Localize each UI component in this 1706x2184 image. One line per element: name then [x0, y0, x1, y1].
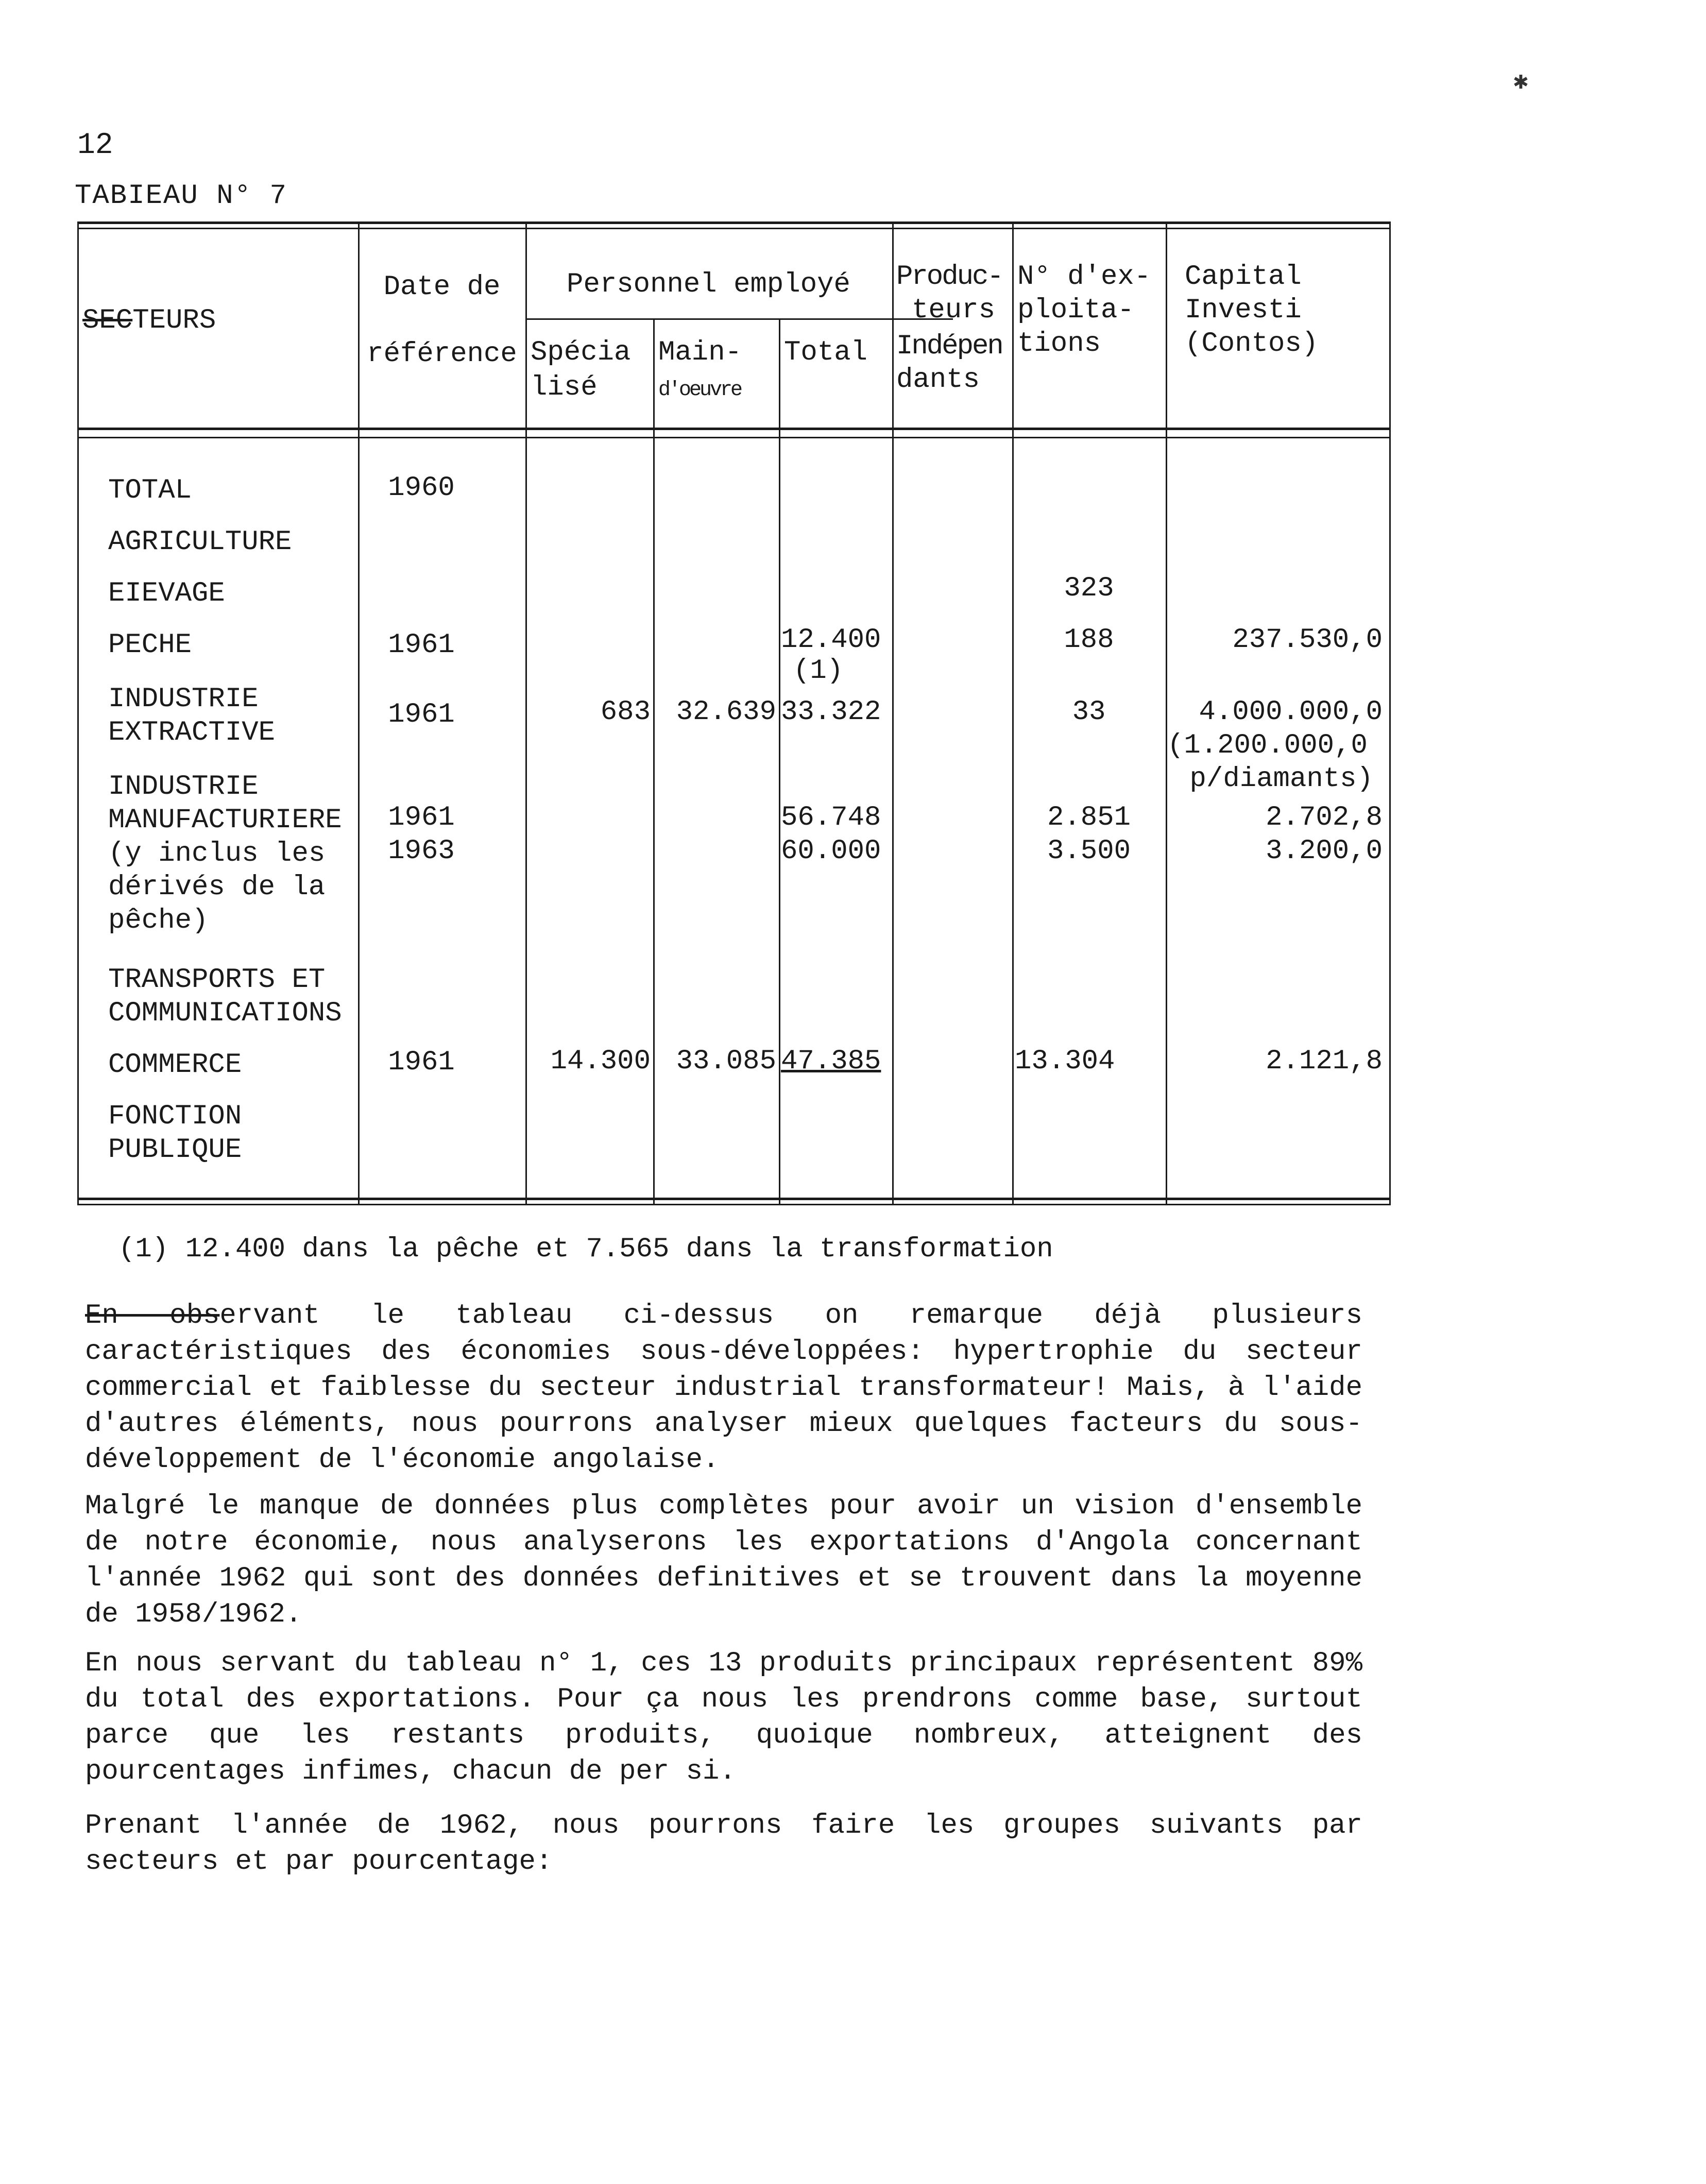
header-bottom-rule-2: [77, 437, 1391, 438]
row-manufacturiere-capital-2: 3.200,0: [1266, 835, 1383, 867]
row-peche-exploitations: 188: [1064, 624, 1114, 656]
paragraph-3: En nous servant du tableau n° 1, ces 13 produits principaux représentent 89% du total des exportations. Pour ça nous les prendrons comme base, surtout parce que les restants produits, quoique nombreux, atteignent des pourcentages infimes, chacun de per si.: [85, 1648, 1362, 1787]
paragraph-4: Prenant l'année de 1962, nous pourrons faire les groupes suivants par secteurs et par pourcentage:: [85, 1810, 1362, 1878]
table-bottom-rule: [77, 1198, 1391, 1200]
header-producteurs-line1: Produc-: [896, 261, 1002, 293]
row-total-label: TOTAL: [108, 475, 192, 506]
table-bottom-rule-2: [77, 1204, 1391, 1205]
header-main-line1: Main-: [658, 337, 742, 368]
header-producteurs-line3: Indépen: [896, 331, 1002, 362]
row-extractive-capital-note-line1: (1.200.000,0: [1167, 730, 1368, 761]
row-commerce-label: COMMERCE: [108, 1049, 242, 1081]
header-exploitations-line1: N° d'ex-: [1017, 261, 1151, 293]
row-extractive-date: 1961: [388, 699, 455, 730]
row-manufacturiere-capital-1: 2.702,8: [1266, 802, 1383, 833]
paragraph-1-struck: En obs: [85, 1300, 220, 1332]
table-title: TABIEAU N° 7: [75, 180, 287, 212]
row-extractive-label-line1: INDUSTRIE: [108, 684, 259, 715]
row-commerce-capital: 2.121,8: [1266, 1046, 1383, 1077]
header-exploitations-line2: ploita-: [1017, 295, 1134, 326]
header-capital-line3: (Contos): [1185, 328, 1319, 360]
row-manufacturiere-date-1: 1961: [388, 802, 455, 833]
row-manufacturiere-exploitations-2: 3.500: [1047, 835, 1131, 867]
header-exploitations-line3: tions: [1017, 328, 1101, 360]
row-commerce-date: 1961: [388, 1047, 455, 1078]
header-bottom-rule: [77, 428, 1391, 430]
row-peche-total-note: (1): [793, 655, 844, 687]
header-capital-line1: Capital: [1185, 261, 1302, 293]
row-manufacturiere-exploitations-1: 2.851: [1047, 802, 1131, 833]
row-agriculture-label: AGRICULTURE: [108, 526, 292, 558]
paragraph-1-text: ervant le tableau ci-dessus on remarque déjà plusieurs caractéristiques des économies sous-développées: hypertrophie du secteur commercial et faiblesse du secteur industrial transformateur! Mais, à l'aide d'autres éléments, nous pourrons analyser mieux quelques facteurs du sous-développement de l'économie angolaise.: [85, 1300, 1362, 1476]
header-secteurs: [82, 304, 216, 338]
row-commerce-total: 47.385: [781, 1046, 881, 1077]
row-extractive-specialise: 683: [600, 696, 651, 728]
row-manufacturiere-total-1: 56.748: [781, 802, 881, 833]
header-main-line2: d'oeuvre: [658, 379, 741, 402]
row-transports-label-line1: TRANSPORTS ET: [108, 964, 326, 996]
row-peche-label: PECHE: [108, 629, 192, 661]
row-extractive-label-line2: EXTRACTIVE: [108, 717, 276, 748]
header-date-line1: Date de: [383, 271, 501, 303]
page-number: 12: [77, 129, 113, 162]
row-transports-label-line2: COMMUNICATIONS: [108, 998, 342, 1029]
row-manufacturiere-label-line1: INDUSTRIE: [108, 771, 259, 803]
right-border: [1389, 221, 1391, 1205]
row-elevage-exploitations: 323: [1064, 573, 1114, 604]
header-specialise-line1: Spécia: [531, 337, 631, 368]
data-table: [77, 221, 1391, 1210]
row-total-date: 1960: [388, 472, 455, 504]
row-peche-total: 12.400: [781, 624, 881, 656]
row-extractive-main-oeuvre: 32.639: [676, 696, 776, 728]
row-commerce-main-oeuvre: 33.085: [676, 1046, 776, 1077]
table-footnote: (1) 12.400 dans la pêche et 7.565 dans la transformation: [118, 1234, 1053, 1265]
paragraph-2: Malgré le manque de données plus complètes pour avoir un vision d'ensemble de notre économie, nous analyserons les exportations d'Angola concernant l'année 1962 qui sont des données definitives et se trouvent dans la moyenne de 1958/1962.: [85, 1491, 1362, 1630]
row-extractive-capital: 4.000.000,0: [1199, 696, 1383, 728]
header-personnel: Personnel employé: [567, 269, 850, 300]
row-manufacturiere-date-2: 1963: [388, 835, 455, 867]
header-total: Total: [784, 337, 868, 368]
row-elevage-label: EIEVAGE: [108, 578, 225, 609]
main-oeuvre-divider: [779, 319, 780, 1205]
personnel-subrule: [525, 318, 953, 320]
table-top-rule-2: [77, 228, 1391, 229]
header-specialise-line2: lisé: [531, 372, 598, 403]
header-producteurs-line2: teurs: [912, 295, 996, 326]
paragraph-1: [85, 1298, 1362, 1478]
row-peche-capital: 237.530,0: [1232, 624, 1383, 656]
header-capital-line2: Investi: [1185, 295, 1302, 326]
row-extractive-total: 33.322: [781, 696, 881, 728]
row-commerce-exploitations: 13.304: [1015, 1046, 1115, 1077]
header-producteurs-line4: dants: [896, 364, 980, 396]
row-manufacturiere-label-line2: MANUFACTURIERE: [108, 805, 342, 836]
row-fonction-label-line1: FONCTION: [108, 1101, 242, 1132]
header-date-line2: référence: [367, 338, 517, 370]
row-commerce-specialise: 14.300: [550, 1046, 651, 1077]
ink-mark: ✱: [1513, 69, 1528, 96]
row-manufacturiere-total-2: 60.000: [781, 835, 881, 867]
left-border: [77, 221, 79, 1205]
row-peche-date: 1961: [388, 629, 455, 661]
row-extractive-exploitations: 33: [1072, 696, 1106, 728]
row-extractive-capital-note-line2: p/diamants): [1189, 763, 1373, 795]
row-manufacturiere-label-line4: dérivés de la: [108, 872, 326, 903]
header-secteurs-rest: TEURS: [132, 305, 216, 336]
header-secteurs-struck: SEC: [82, 305, 133, 336]
row-manufacturiere-label-line3: (y inclus les: [108, 838, 326, 869]
table-top-rule: [77, 221, 1391, 224]
total-divider: [892, 221, 894, 1205]
row-fonction-label-line2: PUBLIQUE: [108, 1134, 242, 1166]
row-manufacturiere-label-line5: pêche): [108, 905, 209, 936]
